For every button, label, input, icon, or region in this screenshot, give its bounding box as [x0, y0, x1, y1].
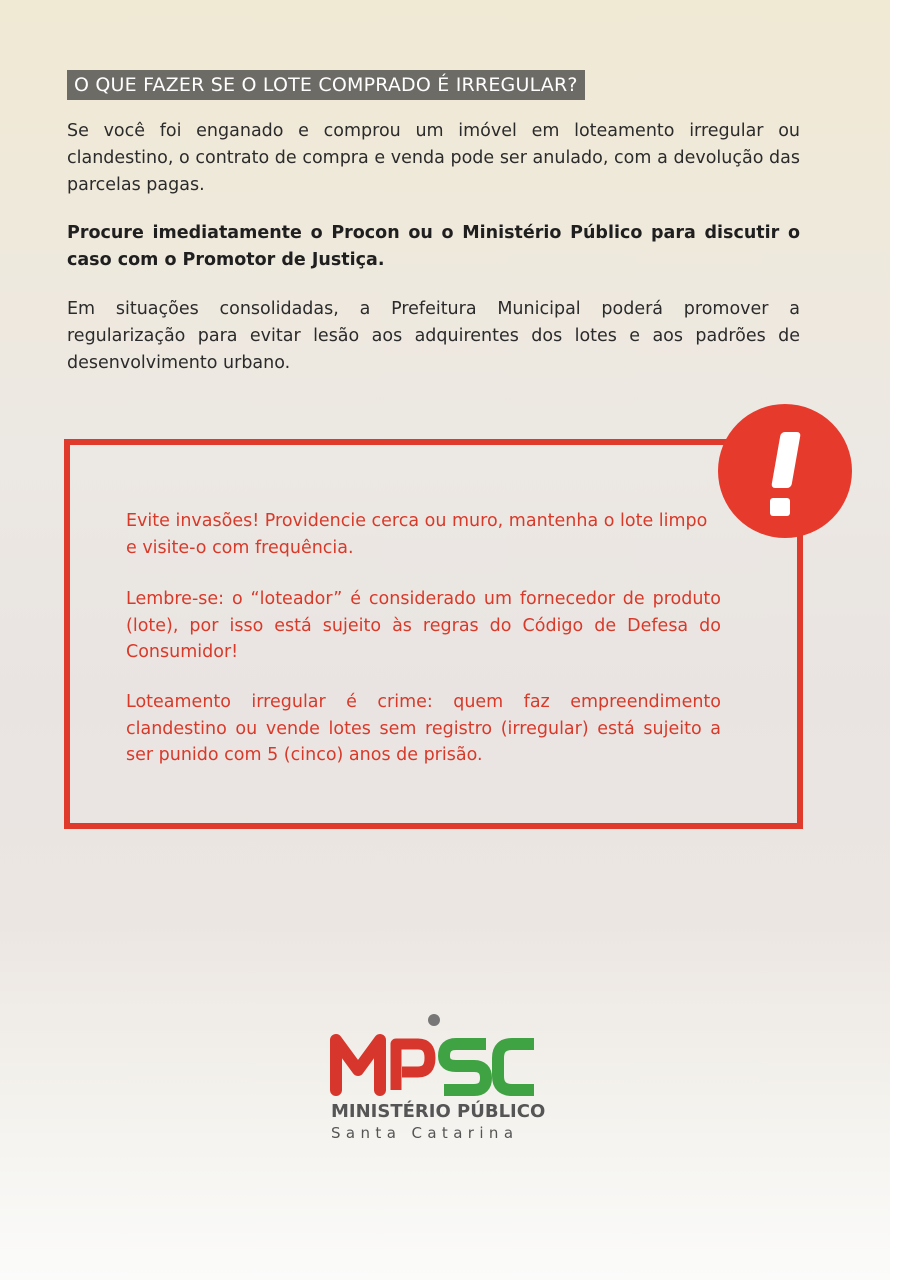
alert-text-crime: Loteamento irregular é crime: quem faz empreendimento clandestino ou vende lotes sem registro (irregular) está sujeito a ser punido com 5 (cinco) anos de prisão.	[126, 692, 721, 765]
alert-text-invasions: Evite invasões! Providencie cerca ou muro, mantenha o lote limpo e visite-o com frequência.	[126, 511, 708, 558]
alert-text-consumer-code: Lembre-se: o “loteador” é considerado um fornecedor de produto (lote), por isso está sujeito às regras do Código de Defesa do Consumidor!	[126, 589, 721, 662]
exclamation-bar	[771, 432, 801, 488]
logo-dot	[428, 1014, 440, 1026]
paragraph-contract-annulment: Se você foi enganado e comprou um imóvel em loteamento irregular ou clandestino, o contrato de compra e venda pode ser anulado, com a devolução das parcelas pagas.	[67, 121, 800, 195]
page-edge	[890, 0, 900, 1280]
section-heading: O QUE FAZER SE O LOTE COMPRADO É IRREGULAR?	[67, 70, 585, 100]
paragraph-procon-advice: Procure imediatamente o Procon ou o Ministério Público para discutir o caso com o Promotor de Justiça.	[67, 223, 800, 270]
logo-state: Santa Catarina	[331, 1124, 519, 1142]
exclamation-dot	[770, 498, 790, 516]
paragraph-regularization: Em situações consolidadas, a Prefeitura Municipal poderá promover a regularização para evitar lesão aos adquirentes dos lotes e aos padrões de desenvolvimento urbano.	[67, 299, 800, 373]
logo-name: MINISTÉRIO PÚBLICO	[331, 1101, 546, 1122]
exclamation-icon	[718, 404, 852, 538]
